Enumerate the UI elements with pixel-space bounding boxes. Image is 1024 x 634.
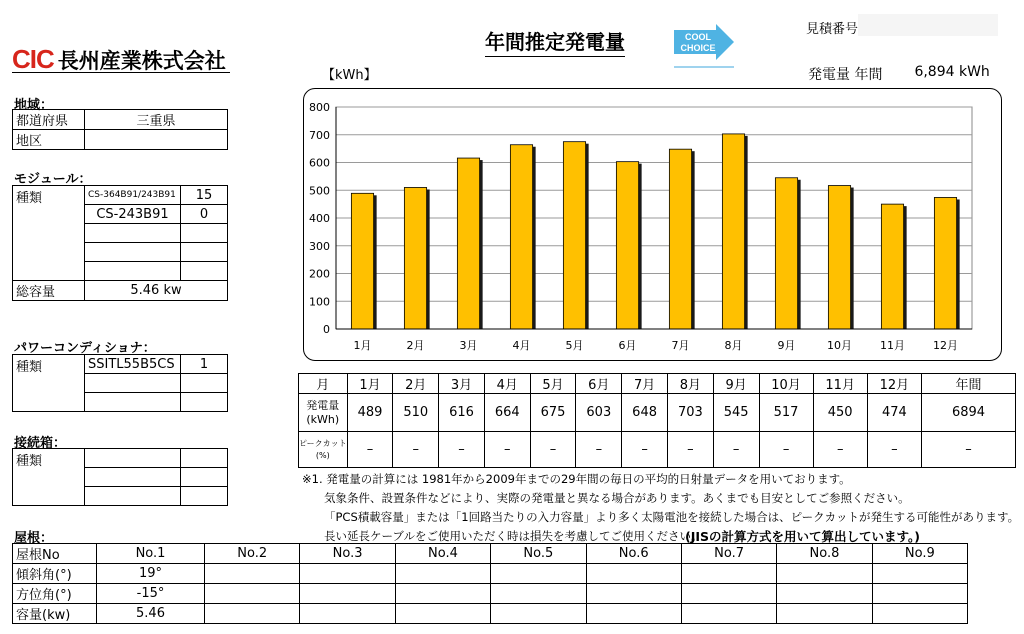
roof-value (395, 604, 490, 624)
roof-column: No.3 (300, 544, 395, 564)
region-label: 都道府県 (13, 110, 85, 130)
bar (510, 145, 532, 329)
generation-label-line2: (kWh) (306, 412, 340, 426)
generation-value: 664 (484, 394, 530, 432)
table-row (13, 449, 228, 468)
company-logo (12, 44, 226, 75)
roof-value (681, 584, 776, 604)
roof-column: No.7 (681, 544, 776, 564)
generation-value: 545 (713, 394, 759, 432)
x-tick-label: 12月 (933, 339, 958, 352)
table-row (13, 355, 228, 374)
module-qty (181, 224, 228, 243)
junction-box-heading: 接続箱： (14, 436, 67, 451)
region-value (85, 130, 228, 150)
roof-value (872, 584, 967, 604)
table-row (13, 584, 968, 604)
roof-value (491, 564, 586, 584)
month-header: 2月 (393, 374, 439, 394)
roof-value (205, 564, 300, 584)
peak-cut-value: – (713, 432, 759, 468)
peak-cut-value: – (393, 432, 439, 468)
month-header: 11月 (813, 374, 867, 394)
note-line: 長い延長ケーブルをご使用いただく時は損失を考慮してご使用ください。 (324, 529, 703, 543)
region-heading: 地域： (14, 98, 54, 113)
module-type-label: 種類 (13, 186, 85, 281)
junction-qty (181, 487, 228, 506)
chart-frame (303, 88, 1002, 361)
generation-value: 450 (813, 394, 867, 432)
roof-column: No.9 (872, 544, 967, 564)
peak-cut-label-line2: (%) (315, 450, 330, 460)
month-header: 5月 (530, 374, 576, 394)
page-title: 年間推定発電量 (485, 26, 625, 57)
roof-value (205, 584, 300, 604)
annual-generation-value: 6,894 kWh (914, 64, 990, 80)
peak-cut-row-label (299, 432, 348, 468)
module-model: CS-364B91/243B91 (85, 186, 181, 205)
x-tick-label: 2月 (406, 339, 425, 352)
annual-generation-label: 発電量 年間 (808, 67, 883, 83)
y-tick-label: 100 (309, 295, 330, 309)
roof-value (395, 584, 490, 604)
generation-value: 474 (867, 394, 921, 432)
note-line: 気象条件、設置条件などにより、実際の発電量と異なる場合があります。あくまでも目安としてご参照ください。 (324, 491, 910, 505)
pcs-qty (181, 374, 228, 393)
x-tick-label: 6月 (618, 339, 637, 352)
roof-value (300, 564, 395, 584)
junction-model (85, 449, 181, 468)
peak-cut-value: – (622, 432, 668, 468)
x-tick-label: 5月 (565, 339, 584, 352)
module-model (85, 243, 181, 262)
annual-header: 年間 (922, 374, 1016, 394)
generation-value: 675 (530, 394, 576, 432)
roof-value (777, 584, 872, 604)
company-name: 長州産業株式会社 (57, 48, 226, 73)
table-row (299, 432, 1016, 468)
month-header-label: 月 (299, 374, 348, 394)
table-row (13, 544, 968, 564)
jis-note: (JISの計算方式を用いて算出しています。) (685, 529, 920, 544)
module-total-value: 5.46 kw (85, 281, 228, 301)
y-tick-label: 600 (309, 156, 330, 170)
module-qty: 15 (181, 186, 228, 205)
y-tick-label: 200 (309, 267, 330, 281)
table-row (13, 604, 968, 624)
estimate-number-label: 見積番号 (806, 22, 859, 37)
generation-value: 703 (667, 394, 713, 432)
roof-value (586, 604, 681, 624)
cic-logo-mark: CIC (12, 44, 54, 74)
roof-value (300, 604, 395, 624)
bar (934, 197, 956, 329)
roof-column: No.8 (777, 544, 872, 564)
junction-model (85, 487, 181, 506)
module-model (85, 224, 181, 243)
x-tick-label: 7月 (671, 339, 690, 352)
month-header: 12月 (867, 374, 921, 394)
unit-label: 【kWh】 (322, 68, 377, 83)
module-qty (181, 262, 228, 281)
roof-value: 19° (97, 564, 205, 584)
table-row (13, 130, 228, 150)
generation-value: 517 (759, 394, 813, 432)
pcs-qty (181, 393, 228, 412)
junction-qty (181, 468, 228, 487)
generation-value: 489 (347, 394, 393, 432)
table-row (13, 186, 228, 205)
x-tick-label: 1月 (353, 339, 372, 352)
roof-value (777, 564, 872, 584)
bar (351, 193, 373, 329)
roof-column: No.2 (205, 544, 300, 564)
month-header: 10月 (759, 374, 813, 394)
pcs-model: SSITL55B5CS (85, 355, 181, 374)
bar (616, 162, 638, 329)
y-tick-label: 800 (309, 101, 330, 114)
x-tick-label: 11月 (880, 339, 905, 352)
bar (563, 142, 585, 329)
peak-cut-value: – (347, 432, 393, 468)
roof-row-label: 傾斜角(°) (13, 564, 97, 584)
roof-value (872, 564, 967, 584)
roof-row-label: 方位角(°) (13, 584, 97, 604)
y-tick-label: 0 (323, 323, 330, 336)
roof-column: No.5 (491, 544, 586, 564)
month-header: 7月 (622, 374, 668, 394)
monthly-table (298, 373, 1016, 468)
month-header: 3月 (439, 374, 485, 394)
roof-value (205, 604, 300, 624)
region-table (12, 109, 228, 150)
cool-choice-top: COOL (685, 32, 711, 42)
month-header: 4月 (484, 374, 530, 394)
junction-type-label: 種類 (13, 449, 85, 506)
table-row (299, 394, 1016, 432)
y-tick-label: 700 (309, 128, 330, 142)
bar (404, 187, 426, 329)
roof-value (395, 564, 490, 584)
month-header: 1月 (347, 374, 393, 394)
module-model: CS-243B91 (85, 205, 181, 224)
generation-value: 510 (393, 394, 439, 432)
bar (775, 178, 797, 329)
module-model (85, 262, 181, 281)
roof-value (491, 584, 586, 604)
generation-value: 616 (439, 394, 485, 432)
roof-value (777, 604, 872, 624)
pcs-type-label: 種類 (13, 355, 85, 412)
region-label: 地区 (13, 130, 85, 150)
cool-choice-logo (668, 22, 738, 78)
peak-cut-value: – (530, 432, 576, 468)
module-qty (181, 243, 228, 262)
roof-column: No.4 (395, 544, 490, 564)
peak-cut-annual-value: – (922, 432, 1016, 468)
peak-cut-value: – (439, 432, 485, 468)
x-tick-label: 10月 (827, 339, 852, 352)
y-tick-label: 300 (309, 239, 330, 253)
peak-cut-value: – (576, 432, 622, 468)
peak-cut-value: – (759, 432, 813, 468)
bar (828, 186, 850, 329)
power-conditioner-table (12, 354, 228, 412)
cool-choice-bottom: CHOICE (680, 43, 716, 53)
roof-table (12, 543, 968, 624)
roof-value: 5.46 (97, 604, 205, 624)
roof-row-label: 容量(kw) (13, 604, 97, 624)
peak-cut-value: – (484, 432, 530, 468)
table-row (13, 110, 228, 130)
table-row (13, 281, 228, 301)
roof-value: -15° (97, 584, 205, 604)
roof-column: No.1 (97, 544, 205, 564)
generation-value: 648 (622, 394, 668, 432)
table-row (299, 374, 1016, 394)
roof-value (491, 604, 586, 624)
annual-generation (808, 64, 990, 84)
roof-heading: 屋根： (14, 531, 54, 546)
module-qty: 0 (181, 205, 228, 224)
logo-underline (12, 72, 230, 73)
bar (457, 158, 479, 329)
x-tick-label: 3月 (459, 339, 478, 352)
generation-row-label (299, 394, 348, 432)
junction-model (85, 468, 181, 487)
monthly-generation-chart (304, 89, 1001, 360)
power-conditioner-heading: パワーコンディショナ： (14, 341, 156, 356)
roof-header-label: 屋根No (13, 544, 97, 564)
generation-value: 603 (576, 394, 622, 432)
note-line: 「PCS積載容量」または「1回路当たりの入力容量」より多く太陽電池を接続した場合は、ピークカットが発生する可能性があります。 (324, 510, 1020, 524)
pcs-model (85, 374, 181, 393)
month-header: 8月 (667, 374, 713, 394)
x-tick-label: 8月 (724, 339, 743, 352)
roof-value (300, 584, 395, 604)
generation-annual-value: 6894 (922, 394, 1016, 432)
x-tick-label: 9月 (777, 339, 796, 352)
bar (669, 149, 691, 329)
module-total-label: 総容量 (13, 281, 85, 301)
bar (881, 204, 903, 329)
region-value: 三重県 (85, 110, 228, 130)
y-tick-label: 400 (309, 212, 330, 225)
module-table (12, 185, 228, 301)
peak-cut-value: – (667, 432, 713, 468)
note-line: ※1. 発電量の計算には 1981年から2009年までの29年間の毎日の平均的日射量データを用いております。 (302, 472, 851, 486)
pcs-qty: 1 (181, 355, 228, 374)
roof-value (681, 604, 776, 624)
roof-value (586, 584, 681, 604)
pcs-model (85, 393, 181, 412)
month-header: 6月 (576, 374, 622, 394)
month-header: 9月 (713, 374, 759, 394)
module-heading: モジュール： (14, 172, 92, 187)
bar (722, 134, 744, 329)
table-row (13, 564, 968, 584)
roof-value (586, 564, 681, 584)
estimate-number-field (858, 14, 998, 36)
roof-column: No.6 (586, 544, 681, 564)
roof-value (872, 604, 967, 624)
generation-label-line1: 発電量 (306, 398, 340, 412)
peak-cut-value: – (867, 432, 921, 468)
junction-box-table (12, 448, 228, 506)
peak-cut-label-line1: ピークカット (299, 438, 347, 448)
y-tick-label: 500 (309, 184, 330, 198)
x-tick-label: 4月 (512, 339, 531, 352)
roof-value (681, 564, 776, 584)
junction-qty (181, 449, 228, 468)
peak-cut-value: – (813, 432, 867, 468)
